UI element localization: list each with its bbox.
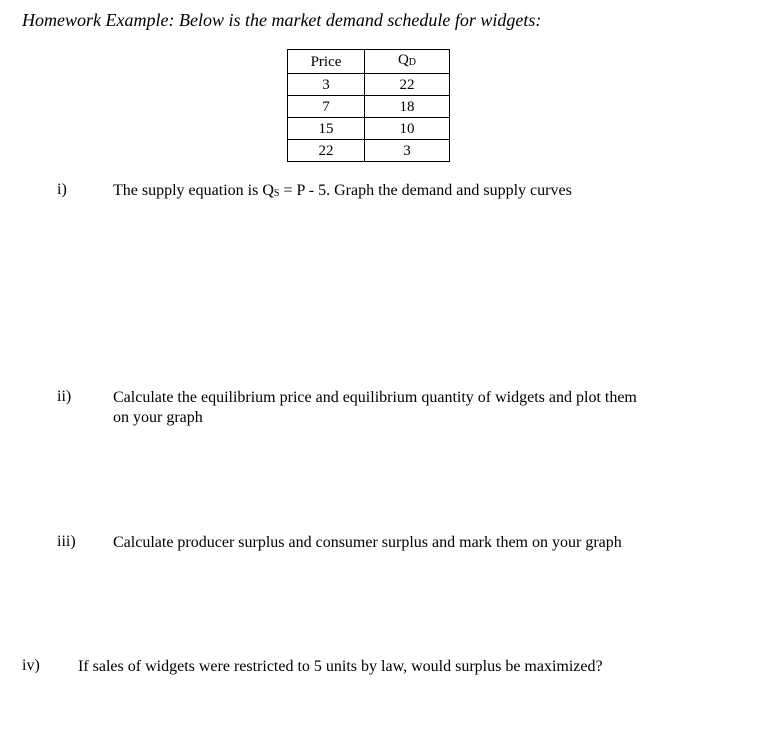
page-title: Homework Example: Below is the market demand schedule for widgets: (22, 10, 542, 30)
question-2-line-1: Calculate the equilibrium price and equilibrium quantity of widgets and plot them (113, 389, 637, 406)
price-cell: 22 (288, 140, 365, 162)
table-row (288, 118, 450, 140)
qd-header-main: Q (397, 52, 409, 68)
question-2-line-2: on your graph (113, 409, 203, 426)
table-row (288, 96, 450, 118)
question-1-number: i) (57, 181, 67, 198)
qd-header-subscript: D (408, 57, 417, 68)
price-cell: 7 (288, 96, 365, 118)
price-cell: 3 (288, 74, 365, 96)
question-1-subscript: S (273, 188, 280, 199)
question-4-number: iv) (22, 657, 40, 674)
qd-cell: 10 (365, 118, 450, 140)
table-row (288, 140, 450, 162)
question-1-text-after: = P - 5. Graph the demand and supply curves (279, 182, 572, 199)
price-column-header: Price (288, 50, 365, 74)
question-2-number: ii) (57, 388, 72, 405)
question-3-number: iii) (57, 533, 76, 550)
qd-cell: 22 (365, 74, 450, 96)
table-header-row (288, 50, 450, 74)
price-cell: 15 (288, 118, 365, 140)
question-3-text: Calculate producer surplus and consumer surplus and mark them on your graph (113, 534, 622, 551)
qd-cell: 3 (365, 140, 450, 162)
question-1-text (113, 181, 572, 204)
question-4-text: If sales of widgets were restricted to 5 units by law, would surplus be maximized? (78, 658, 603, 675)
question-2-text (113, 388, 637, 428)
demand-schedule-table (287, 49, 450, 162)
quantity-demanded-column-header (365, 50, 450, 74)
question-1-text-before: The supply equation is Q (113, 182, 274, 199)
table-row (288, 74, 450, 96)
qd-cell: 18 (365, 96, 450, 118)
